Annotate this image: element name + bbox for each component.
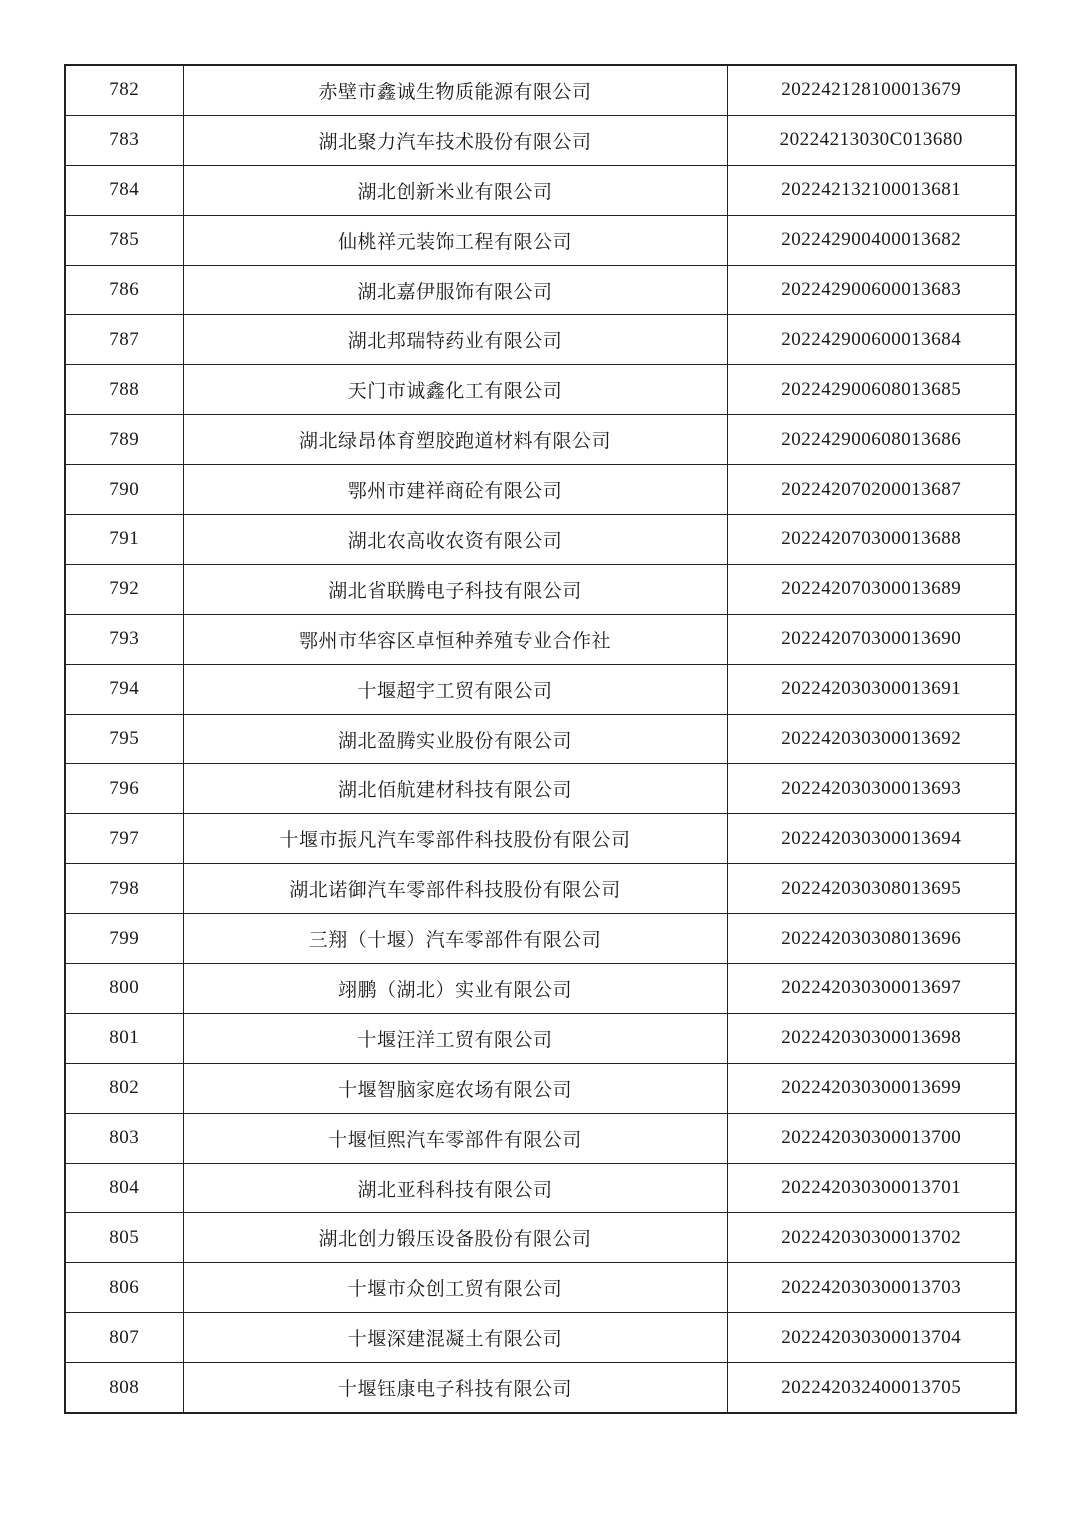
- company-name-cell: 十堰钰康电子科技有限公司: [183, 1363, 727, 1413]
- registration-code-cell: 202242030300013702: [727, 1213, 1016, 1263]
- registration-code-cell: 202242900608013686: [727, 415, 1016, 465]
- row-number-cell: 792: [65, 564, 183, 614]
- row-number-cell: 805: [65, 1213, 183, 1263]
- row-number-cell: 803: [65, 1113, 183, 1163]
- company-name-cell: 十堰汪洋工贸有限公司: [183, 1013, 727, 1063]
- row-number-cell: 793: [65, 614, 183, 664]
- row-number-cell: 808: [65, 1363, 183, 1413]
- row-number-cell: 783: [65, 115, 183, 165]
- registration-code-cell: 202242070300013689: [727, 564, 1016, 614]
- company-name-cell: 十堰恒熙汽车零部件有限公司: [183, 1113, 727, 1163]
- company-name-cell: 鄂州市华容区卓恒种养殖专业合作社: [183, 614, 727, 664]
- company-name-cell: 湖北盈腾实业股份有限公司: [183, 714, 727, 764]
- row-number-cell: 807: [65, 1313, 183, 1363]
- registration-code-cell: 202242030300013693: [727, 764, 1016, 814]
- table-row: [65, 1163, 1016, 1213]
- row-number-cell: 785: [65, 215, 183, 265]
- company-name-cell: 湖北绿昂体育塑胶跑道材料有限公司: [183, 415, 727, 465]
- table-row: [65, 165, 1016, 215]
- registration-code-cell: 202242030300013691: [727, 664, 1016, 714]
- registration-code-cell: 202242030300013697: [727, 964, 1016, 1014]
- registration-code-cell: 202242030300013701: [727, 1163, 1016, 1213]
- row-number-cell: 798: [65, 864, 183, 914]
- row-number-cell: 794: [65, 664, 183, 714]
- table-row: [65, 265, 1016, 315]
- registration-code-cell: 202242030300013700: [727, 1113, 1016, 1163]
- table-row: [65, 1113, 1016, 1163]
- company-name-cell: 十堰市众创工贸有限公司: [183, 1263, 727, 1313]
- table-row: [65, 415, 1016, 465]
- table-row: [65, 1313, 1016, 1363]
- registration-code-cell: 202242030300013703: [727, 1263, 1016, 1313]
- row-number-cell: 801: [65, 1013, 183, 1063]
- registration-code-cell: 20224213030C013680: [727, 115, 1016, 165]
- row-number-cell: 789: [65, 415, 183, 465]
- table-row: [65, 814, 1016, 864]
- registration-code-cell: 202242030300013704: [727, 1313, 1016, 1363]
- table-row: [65, 365, 1016, 415]
- company-name-cell: 湖北佰航建材科技有限公司: [183, 764, 727, 814]
- company-name-cell: 湖北省联腾电子科技有限公司: [183, 564, 727, 614]
- registration-code-cell: 202242030308013695: [727, 864, 1016, 914]
- row-number-cell: 787: [65, 315, 183, 365]
- table-row: [65, 914, 1016, 964]
- table-row: [65, 465, 1016, 515]
- row-number-cell: 799: [65, 914, 183, 964]
- company-name-cell: 湖北亚科科技有限公司: [183, 1163, 727, 1213]
- company-registry-table: [64, 64, 1017, 1414]
- table-row: [65, 964, 1016, 1014]
- registration-code-cell: 202242070200013687: [727, 465, 1016, 515]
- row-number-cell: 786: [65, 265, 183, 315]
- company-name-cell: 鄂州市建祥商砼有限公司: [183, 465, 727, 515]
- row-number-cell: 804: [65, 1163, 183, 1213]
- table-row: [65, 664, 1016, 714]
- registration-code-cell: 202242070300013688: [727, 515, 1016, 565]
- table-row: [65, 614, 1016, 664]
- row-number-cell: 790: [65, 465, 183, 515]
- row-number-cell: 802: [65, 1063, 183, 1113]
- table-row: [65, 1213, 1016, 1263]
- company-name-cell: 三翔（十堰）汽车零部件有限公司: [183, 914, 727, 964]
- company-name-cell: 天门市诚鑫化工有限公司: [183, 365, 727, 415]
- table-row: [65, 115, 1016, 165]
- company-name-cell: 湖北邦瑞特药业有限公司: [183, 315, 727, 365]
- company-name-cell: 仙桃祥元装饰工程有限公司: [183, 215, 727, 265]
- company-name-cell: 十堰市振凡汽车零部件科技股份有限公司: [183, 814, 727, 864]
- table-row: [65, 1063, 1016, 1113]
- company-name-cell: 湖北聚力汽车技术股份有限公司: [183, 115, 727, 165]
- table-body: [65, 65, 1016, 1413]
- table-row: [65, 714, 1016, 764]
- company-name-cell: 湖北诺御汽车零部件科技股份有限公司: [183, 864, 727, 914]
- table-row: [65, 1363, 1016, 1413]
- registration-code-cell: 202242030308013696: [727, 914, 1016, 964]
- table-row: [65, 764, 1016, 814]
- company-name-cell: 十堰超宇工贸有限公司: [183, 664, 727, 714]
- company-name-cell: 湖北农高收农资有限公司: [183, 515, 727, 565]
- table-row: [65, 1263, 1016, 1313]
- company-name-cell: 十堰深建混凝土有限公司: [183, 1313, 727, 1363]
- company-name-cell: 赤壁市鑫诚生物质能源有限公司: [183, 65, 727, 115]
- registration-code-cell: 202242030300013694: [727, 814, 1016, 864]
- registration-code-cell: 202242900608013685: [727, 365, 1016, 415]
- company-name-cell: 湖北嘉伊服饰有限公司: [183, 265, 727, 315]
- row-number-cell: 806: [65, 1263, 183, 1313]
- table-row: [65, 65, 1016, 115]
- row-number-cell: 800: [65, 964, 183, 1014]
- registration-code-cell: 202242128100013679: [727, 65, 1016, 115]
- company-name-cell: 湖北创新米业有限公司: [183, 165, 727, 215]
- row-number-cell: 784: [65, 165, 183, 215]
- company-name-cell: 十堰智脑家庭农场有限公司: [183, 1063, 727, 1113]
- table-row: [65, 215, 1016, 265]
- row-number-cell: 797: [65, 814, 183, 864]
- company-name-cell: 湖北创力锻压设备股份有限公司: [183, 1213, 727, 1263]
- row-number-cell: 788: [65, 365, 183, 415]
- registration-code-cell: 202242030300013699: [727, 1063, 1016, 1113]
- registration-code-cell: 202242030300013692: [727, 714, 1016, 764]
- row-number-cell: 782: [65, 65, 183, 115]
- table-row: [65, 1013, 1016, 1063]
- registration-code-cell: 202242900400013682: [727, 215, 1016, 265]
- registration-code-cell: 202242132100013681: [727, 165, 1016, 215]
- table-row: [65, 515, 1016, 565]
- table-row: [65, 315, 1016, 365]
- row-number-cell: 795: [65, 714, 183, 764]
- company-name-cell: 翊鹏（湖北）实业有限公司: [183, 964, 727, 1014]
- registration-code-cell: 202242900600013683: [727, 265, 1016, 315]
- registration-code-cell: 202242900600013684: [727, 315, 1016, 365]
- table-row: [65, 864, 1016, 914]
- row-number-cell: 791: [65, 515, 183, 565]
- table-row: [65, 564, 1016, 614]
- registration-code-cell: 202242032400013705: [727, 1363, 1016, 1413]
- registration-code-cell: 202242030300013698: [727, 1013, 1016, 1063]
- registration-code-cell: 202242070300013690: [727, 614, 1016, 664]
- row-number-cell: 796: [65, 764, 183, 814]
